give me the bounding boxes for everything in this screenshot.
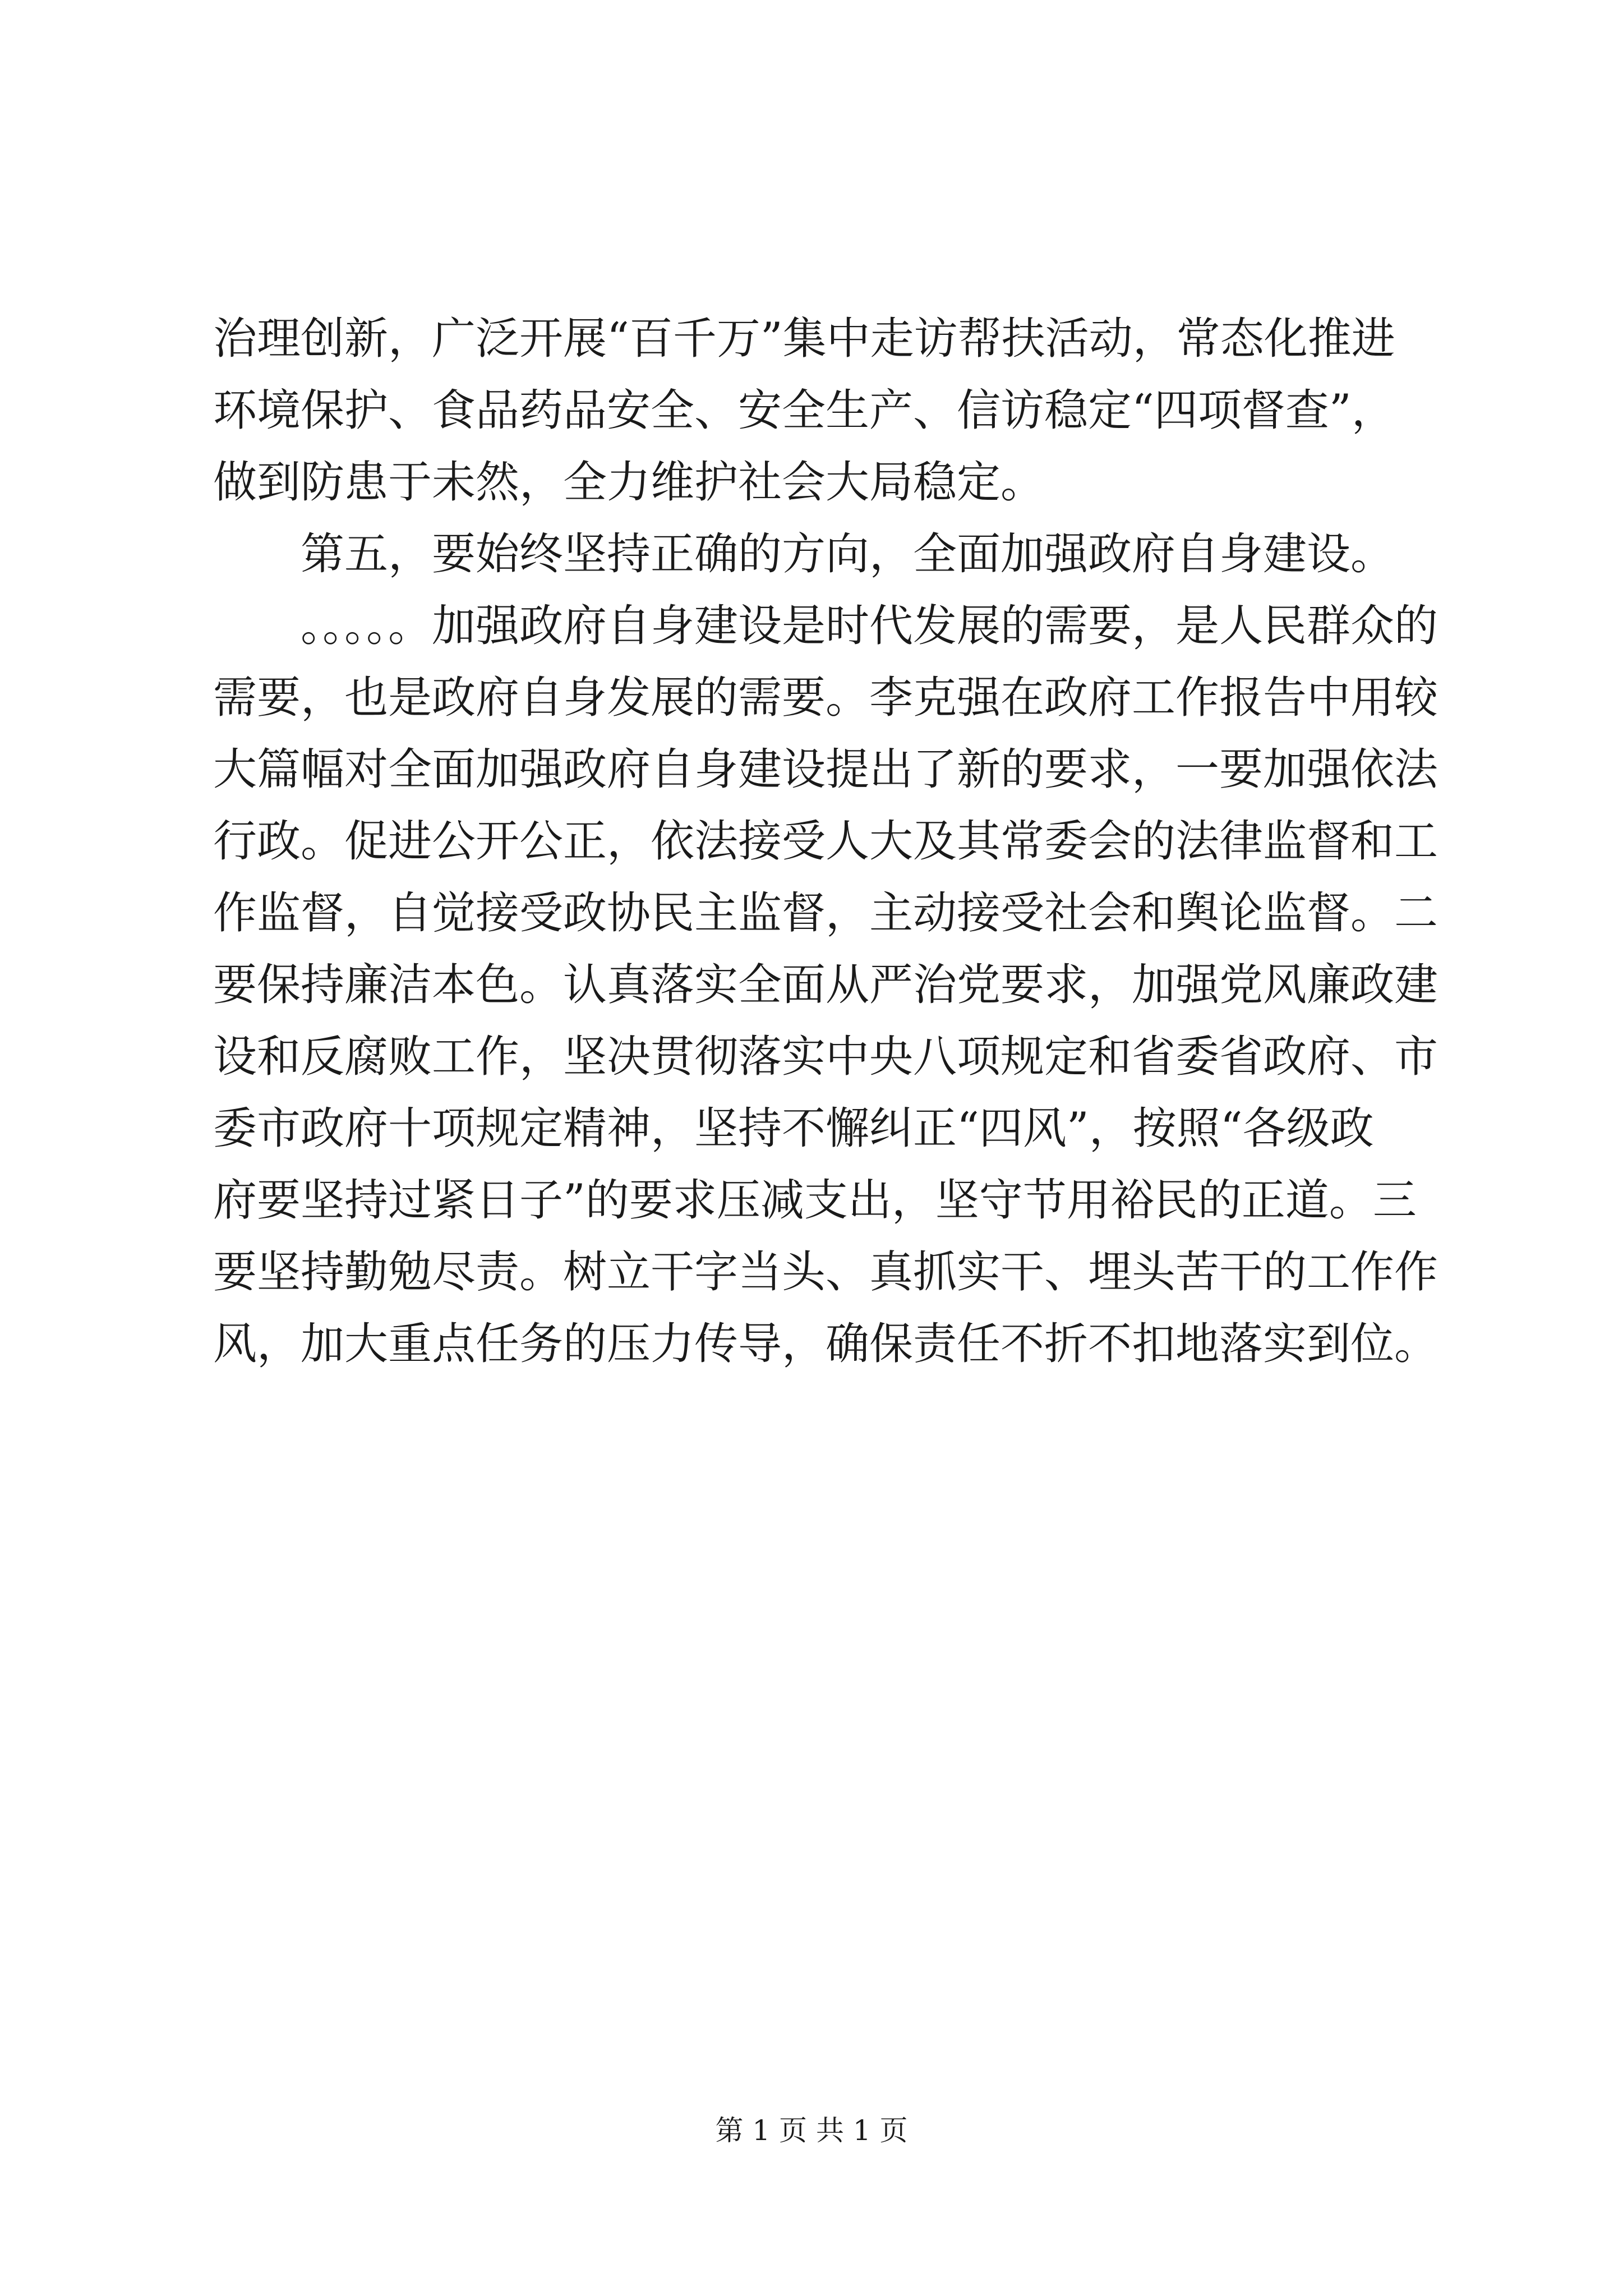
document-body [213,303,1447,1380]
body-line: 行政。促进公开公正，依法接受人大及其常委会的法律监督和工 [213,816,1438,867]
body-line: 需要，也是政府自身发展的需要。李克强在政府工作报告中用较 [213,673,1438,723]
body-line: 要保持廉洁本色。认真落实全面从严治党要求，加强党风廉政建 [213,960,1438,1010]
body-line: 。。。。。加强政府自身建设是时代发展的需要，是人民群众的 [301,601,1438,651]
body-line: 要坚持勤勉尽责。树立干字当头、真抓实干、埋头苦干的工作作 [213,1247,1438,1297]
section-heading-line: 第五，要始终坚持正确的方向，全面加强政府自身建设。 [301,529,1395,579]
body-line: 风，加大重点任务的压力传导，确保责任不折不扣地落实到位。 [213,1319,1438,1369]
body-line: 大篇幅对全面加强政府自身建设提出了新的要求，一要加强依法 [213,744,1438,795]
body-line: 设和反腐败工作，坚决贯彻落实中央八项规定和省委省政府、市 [213,1032,1438,1082]
body-line: 府要坚持过紧日子”的要求压减支出，坚守节用裕民的正道。三 [213,1175,1417,1226]
body-line: 委市政府十项规定精神，坚持不懈纠正“四风”，按照“各级政 [213,1103,1374,1154]
page-number-footer: 第 1 页 共 1 页 [715,2114,908,2147]
body-line: 作监督，自觉接受政协民主监督，主动接受社会和舆论监督。二 [213,888,1438,938]
body-line: 治理创新，广泛开展“百千万”集中走访帮扶活动，常态化推进 [213,314,1395,364]
body-line: 做到防患于未然，全力维护社会大局稳定。 [213,457,1045,508]
body-line: 环境保护、食品药品安全、安全生产、信访稳定“四项督查”， [213,385,1395,436]
